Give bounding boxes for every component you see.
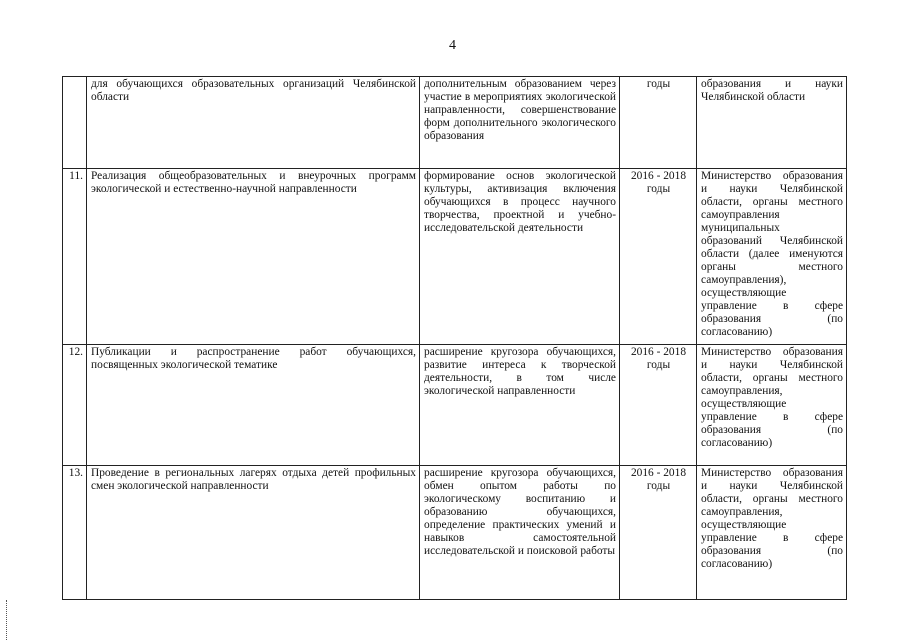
term-cell: 2016 - 2018 годы <box>620 466 697 600</box>
event-cell: Проведение в региональных лагерях отдыха детей профильных смен экологической направленности <box>87 466 420 600</box>
page-number: 4 <box>449 38 456 53</box>
term-cell: годы <box>620 77 697 169</box>
table-row <box>63 345 847 466</box>
table-row <box>63 77 847 169</box>
event-cell: Реализация общеобразовательных и внеурочных программ экологической и естественно-научной направленности <box>87 169 420 345</box>
responsible-cell: образования и науки Челябинской области <box>697 77 847 169</box>
responsible-cell: Министерство образования и науки Челябинской области, органы местного самоуправления муниципальных образований Челябинской области (далее именуются органы местного самоуправления), осуществляющие управление в сфере образования (по согласованию) <box>697 169 847 345</box>
responsible-cell: Министерство образования и науки Челябинской области, органы местного самоуправления, осуществляющие управление в сфере образования (по согласованию) <box>697 466 847 600</box>
event-cell: Публикации и распространение работ обучающихся, посвященных экологической тематике <box>87 345 420 466</box>
scan-margin-mark <box>6 600 9 640</box>
term-cell: 2016 - 2018 годы <box>620 169 697 345</box>
row-number: 13. <box>63 466 87 600</box>
table-row <box>63 169 847 345</box>
result-cell: расширение кругозора обучающихся, обмен опытом работы по экологическому воспитанию и образованию обучающихся, определение практических умений и навыков самостоятельной исследовательской и поисковой работы <box>420 466 620 600</box>
row-number <box>63 77 87 169</box>
result-cell: формирование основ экологической культуры, активизация включения обучающихся в процесс научного творчества, проектной и учебно-исследовательской деятельности <box>420 169 620 345</box>
result-cell: дополнительным образованием через участие в мероприятиях экологической направленности, совершенствование форм дополнительного экологического образования <box>420 77 620 169</box>
responsible-cell: Министерство образования и науки Челябинской области, органы местного самоуправления, осуществляющие управление в сфере образования (по согласованию) <box>697 345 847 466</box>
row-number: 12. <box>63 345 87 466</box>
event-cell: для обучающихся образовательных организаций Челябинской области <box>87 77 420 169</box>
row-number: 11. <box>63 169 87 345</box>
action-plan-table <box>62 76 847 600</box>
result-cell: расширение кругозора обучающихся, развитие интереса к творческой деятельности, в том числе экологической направленности <box>420 345 620 466</box>
table-row <box>63 466 847 600</box>
term-cell: 2016 - 2018 годы <box>620 345 697 466</box>
